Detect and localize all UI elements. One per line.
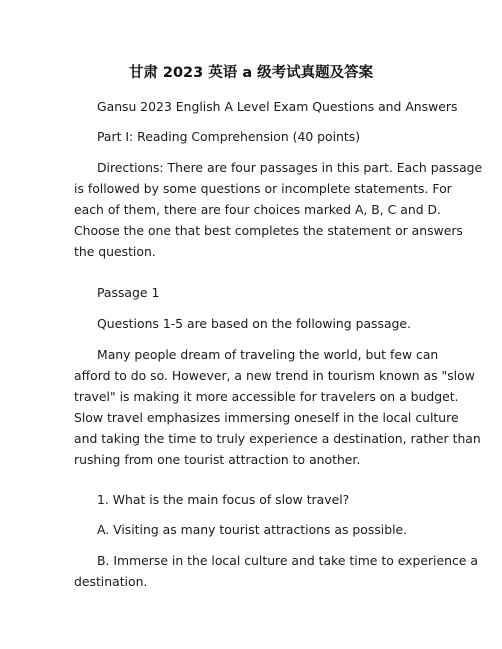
directions-line: Directions: There are four passages in this part. Each passage bbox=[97, 160, 483, 175]
document-subtitle: Gansu 2023 English A Level Exam Questions and Answers bbox=[97, 99, 458, 114]
passage-line: and taking the time to truly experience a destination, rather than bbox=[74, 431, 481, 446]
question-1: 1. What is the main focus of slow travel? bbox=[97, 492, 350, 507]
option-b bbox=[74, 550, 478, 592]
directions-line: is followed by some questions or incomplete statements. For bbox=[74, 181, 452, 196]
document-title: 甘肃 2023 英语 a 级考试真题及答案 bbox=[128, 65, 374, 81]
option-a: A. Visiting as many tourist attractions as possible. bbox=[97, 522, 408, 537]
directions-line: each of them, there are four choices marked A, B, C and D. bbox=[74, 202, 441, 217]
directions-line: the question. bbox=[74, 244, 156, 259]
option-b-line: destination. bbox=[74, 574, 148, 589]
passage-line: rushing from one tourist attraction to another. bbox=[74, 452, 361, 467]
option-b-line: B. Immerse in the local culture and take time to experience a bbox=[97, 553, 478, 568]
passage-line: travel" is making it more accessible for travelers on a budget. bbox=[74, 389, 459, 404]
directions-paragraph bbox=[74, 157, 483, 262]
passage-line: Many people dream of traveling the world, but few can bbox=[97, 347, 439, 362]
passage-label: Passage 1 bbox=[97, 285, 160, 300]
questions-intro: Questions 1-5 are based on the following passage. bbox=[97, 316, 411, 331]
passage-line: Slow travel emphasizes immersing oneself in the local culture bbox=[74, 410, 459, 425]
passage-paragraph bbox=[74, 344, 481, 470]
directions-line: Choose the one that best completes the statement or answers bbox=[74, 223, 463, 238]
passage-line: afford to do so. However, a new trend in tourism known as "slow bbox=[74, 368, 475, 383]
part-heading: Part I: Reading Comprehension (40 points) bbox=[97, 129, 361, 144]
